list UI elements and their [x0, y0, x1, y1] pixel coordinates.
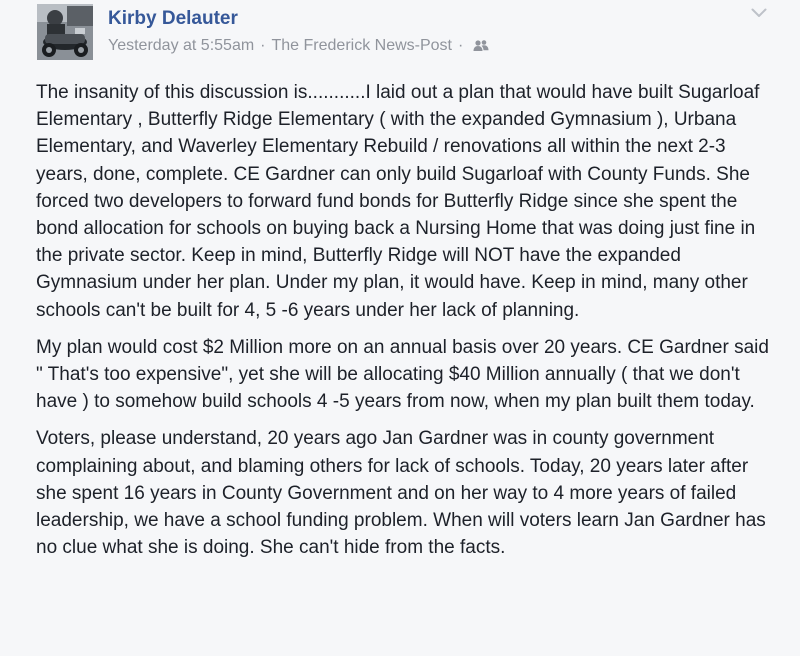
meta-separator-2: · [458, 37, 464, 54]
post-paragraph: My plan would cost $2 Million more on an annual basis over 20 years. CE Gardner said " That's too expensive", yet she will be allocating $40 Million annually ( that we don't have ) to somehow build schools 4 -5 years from now, when my plan built them today. [36, 336, 769, 413]
chevron-down-icon[interactable] [748, 4, 770, 22]
post-body [36, 79, 776, 571]
post-meta [108, 37, 489, 55]
post-timestamp[interactable]: Yesterday at 5:55am [108, 37, 255, 54]
post-paragraph: Voters, please understand, 20 years ago Jan Gardner was in county government complaining about, and blaming others for lack of schools. Today, 20 years later after she spent 16 years in County Government and on her way to 4 more years of failed leadership, we have a school funding problem. When will voters learn Jan Gardner has no clue what she is doing. She can't hide from the facts. [36, 428, 766, 559]
avatar-photo [37, 4, 93, 60]
post-paragraph: The insanity of this discussion is...........I laid out a plan that would have built Sugarloaf Elementary , Butterfly Ridge Elementary ( with the expanded Gymnasium ), Urbana Elementary, and Waverley Elementary Rebuild / renovations all within the next 2-3 years, done, complete. CE Gardner can only build Sugarloaf with County Funds. She forced two developers to forward fund bonds for Butterfly Ridge since she spent the bond allocation for schools on buying back a Nursing Home that was doing just fine in the private sector. Keep in mind, Butterfly Ridge will NOT have the expanded Gymnasium under her plan. Under my plan, it would have. Keep in mind, many other schools can't be built for 4, 5 -6 years under her lack of planning. [36, 82, 760, 321]
post-source[interactable]: The Frederick News-Post [271, 37, 452, 54]
author-name[interactable]: Kirby Delauter [108, 8, 238, 29]
meta-separator: · [260, 37, 266, 54]
friends-icon[interactable] [473, 39, 489, 53]
avatar[interactable] [37, 4, 93, 60]
